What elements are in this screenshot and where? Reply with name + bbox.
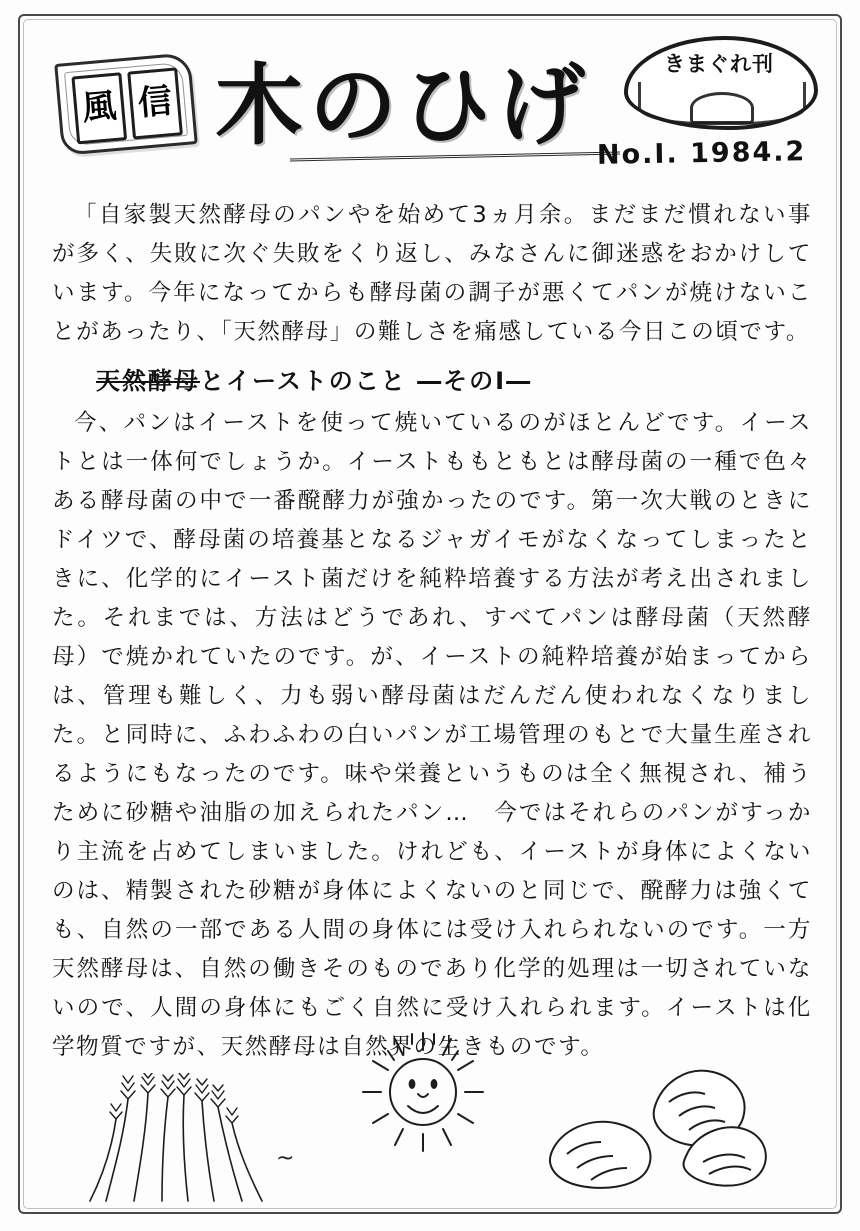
banner-char-fu: 風 — [71, 72, 127, 144]
lead-paragraph: 「自家製天然酵母のパンやを始めて3ヵ月余。まだまだ慣れない事が多く、失敗に次ぐ失敗をくり返し、みなさんに御迷惑をおかけしています。今年になってからも酵母菌の調子が悪くてパンが焼けないことがあったり、「天然酵母」の難しさを痛感している今日この頃です。 — [52, 202, 812, 345]
main-paragraph: 今、パンはイーストを使って焼いているのがほとんどです。イーストとは一体何でしょうか。イーストももともとは酵母菌の一種で色々ある酵母菌の中で一番醗酵力が強かったのです。第一次大戦のときにドイツで、酵母菌の培養基となるジャガイモがなくなってしまったときに、化学的にイースト菌だけを純粋培養する方法が考え出されました。それまでは、方法はどうであれ、すべてパンは酵母菌（天然酵母）で焼かれていたのです。が、イーストの純粋培養が始まってからは、管理も難しく、力も弱い酵母菌はだんだん使われなくなりました。と同時に、ふわふわの白いパンが工場管理のもとで大量生産されるようにもなったのです。味や栄養というものは全く無視され、補うために砂糖や油脂の加えられたパン… 今ではそれらのパンがすっかり主流を占めてしまいました。けれども、イーストが身体によくないのは、精製された砂糖が身体によくないのと同じで、醗酵力は強くても、自然の一部である人間の身体には受け入れられないのです。一方天然酵母は、自然の働きそのものであり化学的処理は一切されていないので、人間の身体にもごく自然に受け入れられます。イーストは化学物質ですが、天然酵母は自然界の生きものです。 — [52, 410, 812, 1060]
kimagure-stamp-icon — [624, 36, 814, 132]
tilde-mark: ~ — [276, 1146, 295, 1171]
article-body — [52, 196, 812, 1069]
banner-char-shin: 信 — [127, 67, 183, 139]
fushin-banner-icon — [54, 52, 198, 156]
masthead — [40, 30, 820, 180]
stamp-label: きまぐれ刊 — [664, 52, 774, 76]
issue-number: No.I. 1984.2 — [596, 136, 807, 171]
section-heading-rest: とイーストのこと ―そのI― — [200, 367, 533, 395]
section-heading — [96, 360, 812, 402]
page-title: 木のひげ — [215, 54, 592, 157]
section-heading-struck-part: 天然酵母 — [96, 367, 200, 395]
